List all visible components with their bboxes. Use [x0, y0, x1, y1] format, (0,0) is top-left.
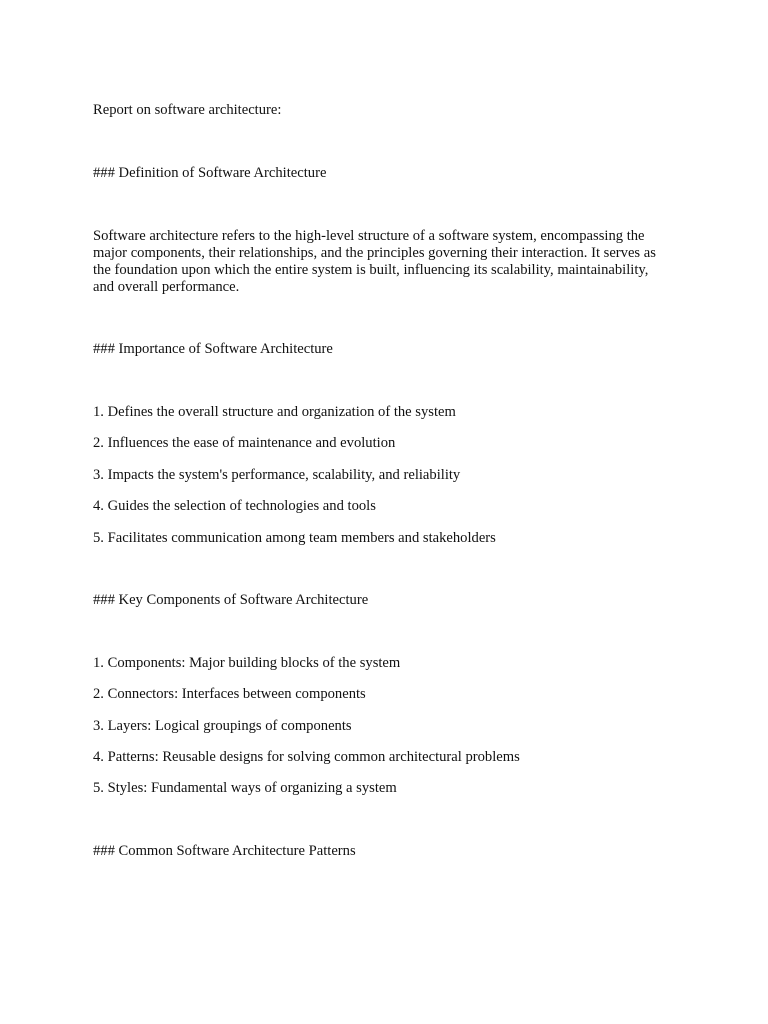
- list-item: 2. Influences the ease of maintenance and evolution: [93, 435, 396, 451]
- list-item: 1. Components: Major building blocks of the system: [93, 655, 401, 671]
- section-heading-patterns: ### Common Software Architecture Patterns: [93, 843, 356, 859]
- section-heading-importance: ### Importance of Software Architecture: [93, 341, 333, 357]
- list-item: 3. Impacts the system's performance, scalability, and reliability: [93, 467, 461, 483]
- section-heading-definition: ### Definition of Software Architecture: [93, 165, 327, 181]
- list-item: 4. Patterns: Reusable designs for solving common architectural problems: [93, 749, 520, 765]
- report-intro: Report on software architecture:: [93, 102, 282, 118]
- list-item: 5. Facilitates communication among team members and stakeholders: [93, 530, 496, 546]
- document-page: [93, 0, 673, 1024]
- list-item: 1. Defines the overall structure and organization of the system: [93, 404, 456, 420]
- list-item: 2. Connectors: Interfaces between components: [93, 686, 366, 702]
- list-item: 3. Layers: Logical groupings of components: [93, 718, 352, 734]
- list-item: 4. Guides the selection of technologies and tools: [93, 498, 376, 514]
- definition-paragraph: Software architecture refers to the high-level structure of a software system, encompassing the major components, their relationships, and the principles governing their interaction. It serves as the foundation upon which the entire system is built, influencing its scalability, maintainability, and overall performance.: [93, 228, 656, 295]
- list-item: 5. Styles: Fundamental ways of organizing a system: [93, 780, 397, 796]
- section-heading-key-components: ### Key Components of Software Architecture: [93, 592, 369, 608]
